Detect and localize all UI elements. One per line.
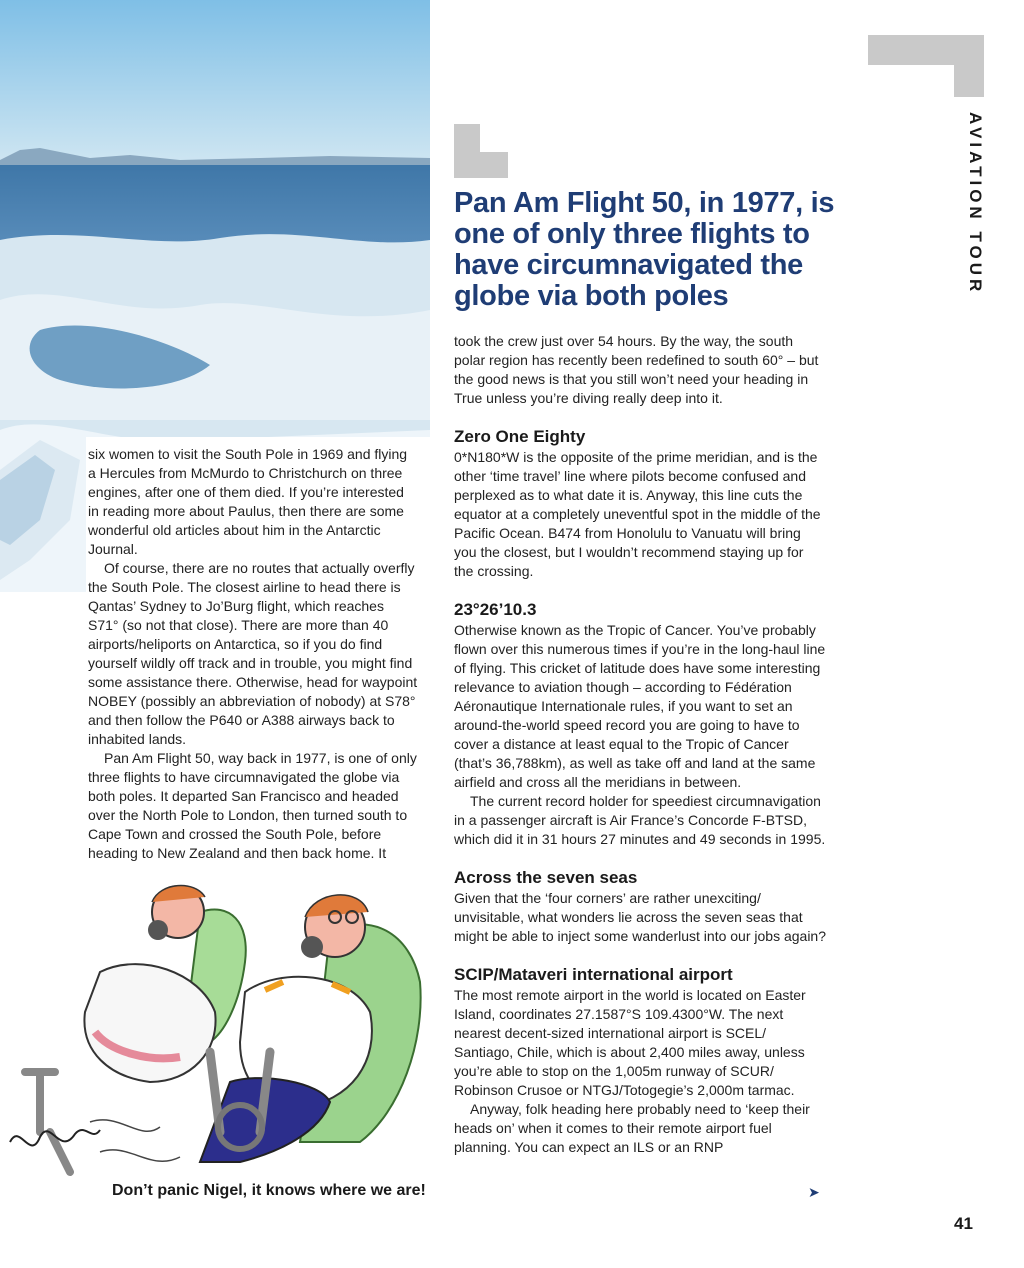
page-number: 41: [954, 1214, 973, 1233]
paragraph: Given that the ‘four corners’ are rather unexciting/ unvisitable, what wonders lie across the seven seas that might be able to inject some wanderlust into our jobs again?: [454, 890, 826, 944]
corner-mark-top: [868, 35, 984, 97]
pilots-cartoon: [0, 872, 430, 1182]
paragraph: The most remote airport in the world is located on Easter Island, coordinates 27.1587°S 109.4300°W. The next nearest decent-sized international airport is SCEL/ Santiago, Chile, which is about 2,400 miles away, unless you’re able to stop on the 1,005m runway of SCUR/ Robinson Crusoe or NTGJ/Totogegie’s 2,000m tarmac.: [454, 987, 806, 1098]
cartoon-caption: Don’t panic Nigel, it knows where we are!: [112, 1182, 426, 1199]
section-heading: 23°26’10.3: [454, 600, 537, 619]
paragraph: The current record holder for speediest circumnavigation in a passenger aircraft is Air France’s Concorde F-BTSD, which did it in 31 hours 27 minutes and 49 seconds in 1995.: [454, 793, 826, 847]
left-column: [88, 445, 418, 863]
section-heading: SCIP/Mataveri international airport: [454, 965, 733, 984]
paragraph: took the crew just over 54 hours. By the way, the south polar region has recently been redefined to south 60° – but the good news is that you still won’t need your heading in True unless you’re diving really deep into it.: [454, 333, 819, 406]
right-column: [454, 332, 826, 1157]
paragraph: Otherwise known as the Tropic of Cancer. You’ve probably flown over this numerous times if you’re in the long-haul line of flying. This cricket of latitude does have some interesting relevance to aviation though – according to Fédération Aéronautique Internationale rules, if you want to set an around-the-world speed record you are going to have to cover a distance at least equal to the Tropic of Cancer (that’s 36,788km), as well as take off and land at the same airfield and cross all the meridians in between.: [454, 622, 826, 790]
section-heading: Zero One Eighty: [454, 427, 586, 446]
pull-quote-headline: Pan Am Flight 50, in 1977, is one of only three flights to have circumnavigated the globe via both poles: [454, 187, 835, 312]
corner-mark-headline: [454, 124, 508, 178]
paragraph: Pan Am Flight 50, way back in 1977, is one of only three flights to have circumnavigated the globe via both poles. It departed San Francisco and headed over the North Pole to London, then turned south to Cape Town and crossed the South Pole, before heading to New Zealand and then back home. It: [88, 750, 417, 861]
paragraph: Anyway, folk heading here probably need to ‘keep their heads on’ when it comes to their remote airport fuel planning. You can expect an ILS or an RNP: [454, 1101, 810, 1155]
continue-arrow-icon: ➤: [808, 1184, 820, 1200]
paragraph: 0*N180*W is the opposite of the prime meridian, and is the other ‘time travel’ line where pilots become confused and perplexed as to what date it is. Anyway, this line cuts the equator at a completely uneventful spot in the middle of the Pacific Ocean. B474 from Honolulu to Vanuatu will bring you the closest, but I wouldn’t recommend staying up for the crossing.: [454, 449, 821, 579]
paragraph: Of course, there are no routes that actually overfly the South Pole. The closest airline to head there is Qantas’ Sydney to Jo’Burg flight, which reaches S71° (so not that close). There are more than 40 airports/heliports on Antarctica, so if you do find yourself wildly off track and in trouble, you might find some assistance there. Otherwise, head for waypoint NOBEY (possibly an abbreviation of nobody) at S78° and then follow the P640 or A388 airways back to inhabited lands.: [88, 560, 418, 747]
section-tab: AVIATION TOUR: [966, 112, 985, 296]
paragraph: six women to visit the South Pole in 1969 and flying a Hercules from McMurdo to Christchurch on three engines, after one of them died. If you’re interested in reading more about Paulus, then there are some wonderful old articles about him in the Antarctic Journal.: [88, 446, 408, 557]
section-heading: Across the seven seas: [454, 868, 638, 887]
